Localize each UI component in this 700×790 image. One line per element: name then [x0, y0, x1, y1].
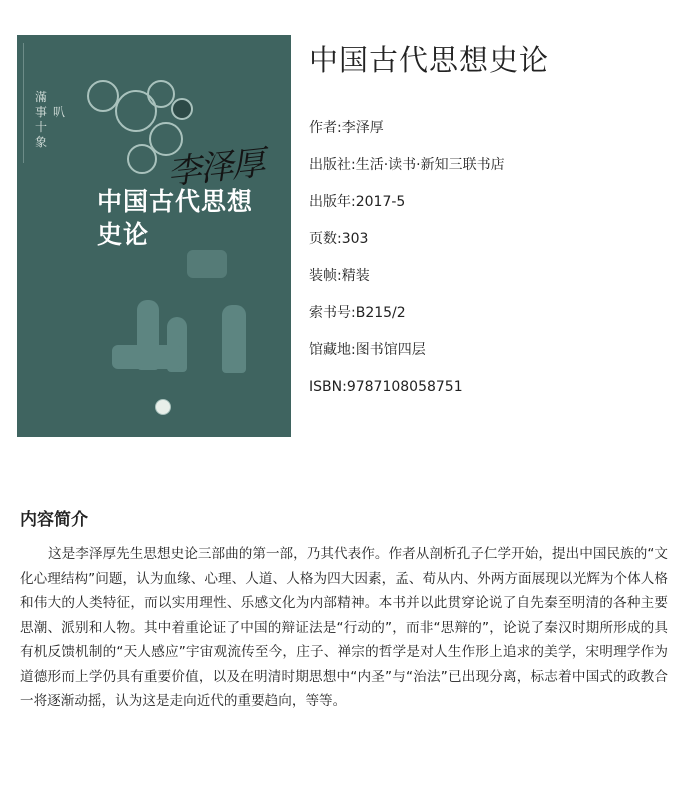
- cover-signature: 李泽厚: [165, 143, 266, 193]
- book-title: 中国古代思想史论: [309, 43, 550, 77]
- info-label: 出版社:: [309, 157, 356, 173]
- info-value: 生活·读书·新知三联书店: [355, 157, 505, 173]
- book-cover: [17, 35, 291, 437]
- info-author: [309, 120, 505, 157]
- info-publish-year: [309, 194, 505, 231]
- cover-title-line1: 中国古代思想: [97, 187, 254, 216]
- info-location: [309, 342, 505, 379]
- info-value: 9787108058751: [346, 379, 463, 395]
- info-label: ISBN:: [309, 379, 347, 395]
- info-binding: [309, 268, 505, 305]
- info-label: 索书号:: [309, 305, 356, 321]
- info-value: 精装: [341, 268, 370, 284]
- info-value: 李泽厚: [341, 120, 384, 136]
- info-value: 303: [341, 231, 369, 247]
- info-call-number: [309, 305, 505, 342]
- publisher-logo-icon: [155, 399, 171, 415]
- info-value: 2017-5: [355, 194, 406, 210]
- cover-seal-text-b: 叭: [53, 105, 66, 119]
- cover-spine-line: [23, 43, 24, 163]
- cover-title-line2: 史论: [97, 220, 150, 249]
- info-publisher: [309, 157, 505, 194]
- info-pages: [309, 231, 505, 268]
- summary-text: 这是李泽厚先生思想史论三部曲的第一部，乃其代表作。作者从剖析孔子仁学开始，提出中国民族的“文化心理结构”问题，认为血缘、心理、人道、人格为四大因素，孟、荀从内、外两方面展现以光辉为个体人格和伟大的人类特征，而以实用理性、乐感文化为内部精神。本书并以此贯穿论说了自先秦至明清的各种主要思潮、派别和人物。其中着重论证了中国的辩证法是“行动的”，而非“思辩的”，论说了秦汉时期所形成的具有机反馈机制的“天人感应”宇宙观流传至今，庄子、禅宗的哲学是对人生作形上追求的美学，宋明理学作为道德形而上学仍具有重要价值，以及在明清时期思想中“内圣”与“治法”已出现分离，标志着中国式的政教合一将逐渐动摇，认为这是走向近代的重要趋向，等等。: [20, 546, 668, 709]
- info-isbn: [309, 379, 505, 416]
- info-label: 出版年:: [309, 194, 356, 210]
- info-label: 页数:: [309, 231, 342, 247]
- section-title: 内容简介: [20, 510, 88, 530]
- info-label: 装帧:: [309, 268, 342, 284]
- info-value: 图书馆四层: [355, 342, 426, 358]
- info-label: 作者:: [309, 120, 342, 136]
- cover-seal-text: 滿事十 象: [35, 90, 48, 149]
- info-label: 馆藏地:: [309, 342, 356, 358]
- book-info-list: [309, 120, 505, 416]
- info-value: B215/2: [355, 305, 406, 321]
